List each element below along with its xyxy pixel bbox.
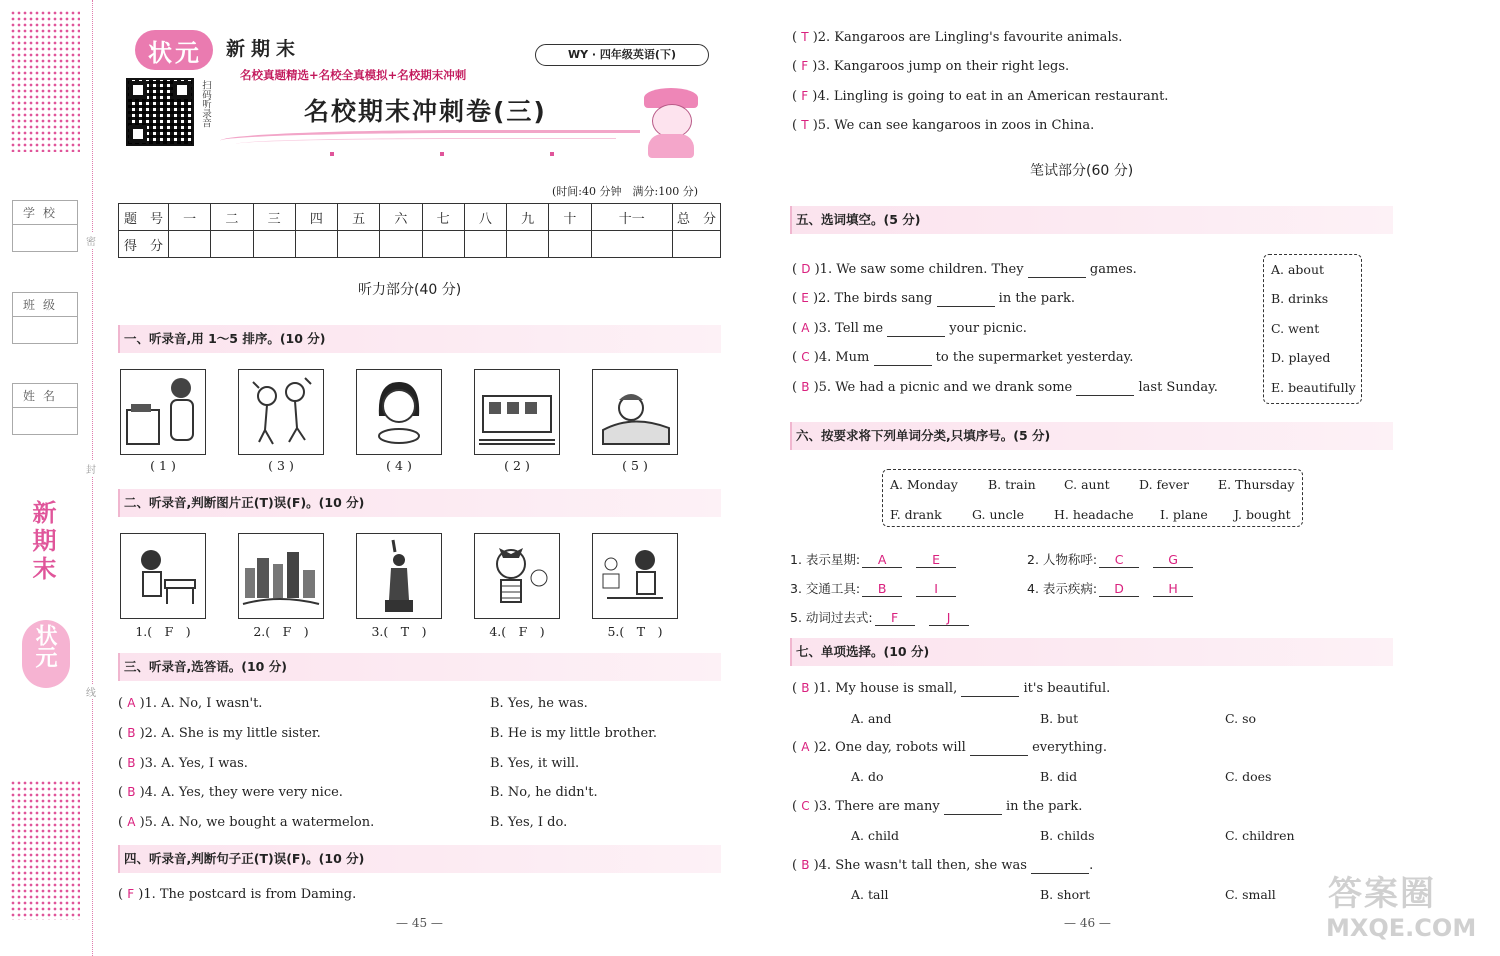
order-answer-4[interactable]: ( 2 ) [504,458,530,473]
side-brand-vertical: 新期末 [28,500,56,584]
score-col-5: 五 [338,204,380,231]
mc-option-b-4[interactable]: B. short [1040,887,1091,902]
mc-q-post-2: everything. [1032,740,1107,755]
qr-corner-1 [129,81,147,99]
mc-option-b-2[interactable]: B. did [1040,769,1078,784]
tf-sentence-1: ( F )1. The postcard is from Daming. [118,887,357,902]
tf-sentence-5: ( T )5. We can see kangaroos in zoos in China. [792,118,1095,133]
school-label: 学校 [13,201,77,225]
time-info: (时间:40 分钟 满分:100 分) [552,185,698,198]
section-4-title: 四、听录音,判断句子正(T)误(F)。(10 分) [118,845,721,873]
watermark-line1: 答案圈 [1328,874,1436,914]
order-answer-5[interactable]: ( 5 ) [622,458,648,473]
fill-answer-2[interactable]: E [801,291,809,305]
tf-sentence-answer-5[interactable]: T [801,118,809,132]
score-cell[interactable] [673,231,721,258]
response-option-a-2: )2. A. She is my little sister. [139,726,321,741]
mc-q-post-3: in the park. [1006,799,1083,814]
classify-answer-3b[interactable]: I [916,581,956,597]
picture-phone-call [120,369,206,455]
tf-sentence-text-4: )4. Lingling is going to eat in an American restaurant. [812,89,1169,104]
score-cell[interactable] [549,231,591,258]
fill-item-1: ( D )1. We saw some children. They games. [792,262,1137,277]
classify-label-4: 4. 表示疾病: [1027,581,1098,596]
classify-answer-5a[interactable]: F [875,610,915,626]
mc-q-post-4: . [1089,858,1094,873]
picture-children-jumping [238,369,324,455]
fill-post-3: your picnic. [949,321,1027,336]
fill-blank-1[interactable] [1028,262,1086,278]
response-item-4: ( B )4. A. Yes, they were very nice. [118,785,343,800]
section-2-title: 二、听录音,判断图片正(T)误(F)。(10 分) [118,489,721,517]
picture-train [474,369,560,455]
score-col-total: 总 分 [673,204,721,231]
response-option-b-1: B. Yes, he was. [490,696,588,711]
fill-item-3: ( A )3. Tell me your picnic. [792,321,1027,336]
fill-answer-3[interactable]: A [801,321,810,335]
classify-label-1: 1. 表示星期: [790,552,861,567]
mc-answer-1[interactable]: B [801,681,810,695]
score-col-10: 十 [549,204,591,231]
picture-boy-with-toys [592,533,678,619]
qr-corner-2 [173,81,191,99]
series-subtitle: 名校真题精选+名校全真模拟+名校期末冲刺 [240,68,467,82]
score-cell[interactable] [464,231,506,258]
fill-pre-4: )4. Mum [813,350,870,365]
paper-title: 名校期末冲刺卷(三) [304,97,547,126]
mc-option-c-3[interactable]: C. children [1225,828,1295,843]
word-c: C. aunt [1064,477,1110,492]
word-h: H. headache [1054,507,1134,522]
school-field[interactable] [12,200,78,252]
mc-question-1: ( B )1. My house is small, it's beautiful. [792,681,1111,696]
score-value-row [119,231,721,258]
classify-answer-3a[interactable]: B [862,581,902,597]
margin-dots-bottom [10,780,80,920]
seal-char-3: 线 [86,684,96,699]
fill-blank-3[interactable] [887,321,945,337]
swoosh-dot-1 [330,152,334,156]
fill-blank-4[interactable] [874,350,932,366]
mc-question-4: ( B )4. She wasn't tall then, she was . [792,858,1094,873]
fill-blank-2[interactable] [937,291,995,307]
score-cell[interactable] [253,231,295,258]
section-3-title: 三、听录音,选答语。(10 分) [118,653,721,681]
mc-question-2: ( A )2. One day, robots will everything. [792,740,1107,755]
tf-sentence-text-3: )3. Kangaroos jump on their right legs. [812,59,1070,74]
mc-q-post-1: it's beautiful. [1023,681,1111,696]
classify-label-5: 5. 动词过去式: [790,610,873,625]
score-col-3: 三 [253,204,295,231]
tf-sentence-answer-4[interactable]: F [801,89,809,103]
seal-char-2: 封 [86,461,96,476]
tf-sentence-text-2: )2. Kangaroos are Lingling's favourite animals. [812,30,1123,45]
fill-post-1: games. [1089,262,1137,277]
score-col-2: 二 [211,204,253,231]
tf-picture-1[interactable]: 1.( F ) [135,624,191,639]
score-col-9: 九 [507,204,549,231]
mc-option-c-1[interactable]: C. so [1225,711,1257,726]
word-j: J. bought [1234,507,1291,522]
logo-text: 状元 [148,39,202,67]
mc-blank-2[interactable] [970,740,1028,756]
mc-answer-4[interactable]: B [801,858,810,872]
classify-answer-1a[interactable]: A [862,552,902,568]
qr-corner-3 [129,125,147,143]
score-col-4: 四 [295,204,337,231]
mc-option-c-2[interactable]: C. does [1225,769,1272,784]
fill-answer-1[interactable]: D [801,262,811,276]
mc-q-pre-3: )3. There are many [813,799,940,814]
classify-group-5 [790,608,969,626]
mc-option-c-4[interactable]: C. small [1225,887,1276,902]
tf-sentence-answer-3[interactable]: F [801,59,809,73]
response-option-a-4: )4. A. Yes, they were very nice. [139,785,343,800]
classify-answer-4a[interactable]: D [1099,581,1139,597]
mc-blank-3[interactable] [944,799,1002,815]
word-e: E. Thursday [1218,477,1295,492]
class-field[interactable] [12,292,78,344]
swoosh-dot-2 [440,152,444,156]
watermark-line2: MXQE.COM [1326,914,1477,942]
score-cell[interactable] [211,231,253,258]
mc-option-b-3[interactable]: B. childs [1040,828,1095,843]
picture-girl-with-bow [474,533,560,619]
page-number-right: — 46 — [1064,916,1111,930]
response-item-2: ( B )2. A. She is my little sister. [118,726,321,741]
fill-pre-3: )3. Tell me [813,321,884,336]
classify-answer-2b[interactable]: G [1153,552,1193,568]
fill-item-5: ( B )5. We had a picnic and we drank some last Sunday. [792,380,1218,395]
word-d: D. fever [1139,477,1189,492]
listening-heading: 听力部分(40 分) [358,282,462,298]
picture-city-skyline [238,533,324,619]
picture-statue-of-liberty [356,533,442,619]
classify-answer-2a[interactable]: C [1099,552,1139,568]
word-bank-option-a: A. about [1271,262,1325,277]
response-answer-5[interactable]: A [127,815,136,829]
score-cell[interactable] [169,231,211,258]
score-cell[interactable] [507,231,549,258]
response-answer-4[interactable]: B [127,785,136,799]
fill-pre-1: )1. We saw some children. They [814,262,1024,277]
section-7-title: 七、单项选择。(10 分) [790,638,1393,666]
response-item-3: ( B )3. A. Yes, I was. [118,756,248,771]
response-option-b-5: B. Yes, I do. [490,815,568,830]
tf-sentence-answer-1[interactable]: F [127,887,135,901]
classify-group-2 [1027,550,1193,568]
mc-option-a-4[interactable]: A. tall [851,887,889,902]
classify-group-1 [790,550,956,568]
word-bank-option-c: C. went [1271,321,1320,336]
mc-blank-1[interactable] [961,681,1019,697]
word-a: A. Monday [890,477,958,492]
classify-label-3: 3. 交通工具: [790,581,861,596]
response-option-b-2: B. He is my little brother. [490,726,658,741]
margin-fold-line [92,0,93,956]
classify-group-4 [1027,579,1193,597]
response-option-a-1: )1. A. No, I wasn't. [139,696,263,711]
tf-sentence-answer-2[interactable]: T [801,30,809,44]
word-bank-option-d: D. played [1271,350,1331,365]
order-answer-2[interactable]: ( 3 ) [268,458,294,473]
grade-badge: WY · 四年级英语(下) [535,44,709,66]
tf-sentence-4: ( F )4. Lingling is going to eat in an American restaurant. [792,89,1169,104]
qr-note: 扫码听录音 [200,80,211,128]
word-i: I. plane [1160,507,1208,522]
response-option-a-3: )3. A. Yes, I was. [139,756,248,771]
tf-picture-4[interactable]: 4.( F ) [489,624,545,639]
score-col-1: 一 [169,204,211,231]
fill-pre-2: )2. The birds sang [812,291,933,306]
mc-answer-2[interactable]: A [801,740,810,754]
tf-sentence-3: ( F )3. Kangaroos jump on their right legs. [792,59,1070,74]
fill-answer-5[interactable]: B [801,380,810,394]
fill-answer-4[interactable]: C [801,350,810,364]
score-cell[interactable] [338,231,380,258]
classify-label-2: 2. 人物称呼: [1027,552,1098,567]
score-col-11: 十一 [591,204,673,231]
word-b: B. train [988,477,1036,492]
fill-blank-5[interactable] [1076,380,1134,396]
response-answer-3[interactable]: B [127,756,136,770]
classify-answer-5b[interactable]: J [929,610,969,626]
fill-item-2: ( E )2. The birds sang in the park. [792,291,1076,306]
word-g: G. uncle [972,507,1024,522]
tf-sentence-2: ( T )2. Kangaroos are Lingling's favourite animals. [792,30,1123,45]
mc-question-3: ( C )3. There are many in the park. [792,799,1083,814]
score-col-6: 六 [380,204,422,231]
response-item-1: ( A )1. A. No, I wasn't. [118,696,263,711]
tf-picture-2[interactable]: 2.( F ) [253,624,309,639]
swoosh-dot-3 [550,152,554,156]
order-answer-3[interactable]: ( 4 ) [386,458,412,473]
score-header-row [119,204,721,231]
score-cell[interactable] [380,231,422,258]
score-row2-label: 得 分 [119,231,169,258]
seal-char-1: 密 [86,233,96,248]
picture-boy-at-desk [120,533,206,619]
mascot-body [648,134,694,158]
tf-sentence-text-1: )1. The postcard is from Daming. [138,887,357,902]
mc-q-pre-1: )1. My house is small, [813,681,958,696]
side-logo-text: 状元 [32,624,57,668]
tf-picture-3[interactable]: 3.( T ) [371,624,427,639]
fill-post-5: last Sunday. [1138,380,1218,395]
response-option-b-3: B. Yes, it will. [490,756,580,771]
section-5-title: 五、选词填空。(5 分) [790,206,1393,234]
section-6-title: 六、按要求将下列单词分类,只填序号。(5 分) [790,422,1393,450]
mc-option-a-1[interactable]: A. and [851,711,892,726]
name-label: 姓名 [13,384,77,408]
mc-option-a-3[interactable]: A. child [851,828,900,843]
picture-sick-in-bed [592,369,678,455]
response-item-5: ( A )5. A. No, we bought a watermelon. [118,815,375,830]
mc-option-b-1[interactable]: B. but [1040,711,1079,726]
score-table [118,203,721,258]
score-cell[interactable] [295,231,337,258]
name-field[interactable] [12,383,78,435]
picture-girl-eating [356,369,442,455]
mascot-face [652,104,692,138]
mc-q-pre-4: )4. She wasn't tall then, she was [813,858,1027,873]
margin-dots-top [10,10,80,152]
tf-sentence-text-5: )5. We can see kangaroos in zoos in China. [812,118,1095,133]
fill-item-4: ( C )4. Mum to the supermarket yesterday. [792,350,1134,365]
mc-blank-4[interactable] [1031,858,1089,874]
brand-title: 新期末 [226,38,302,60]
mc-option-a-2[interactable]: A. do [851,769,884,784]
class-label: 班级 [13,293,77,317]
word-bank-option-e: E. beautifully [1271,380,1356,395]
score-cell[interactable] [422,231,464,258]
fill-post-2: in the park. [998,291,1076,306]
page-number-left: — 45 — [396,916,443,930]
score-cell[interactable] [591,231,673,258]
mc-q-pre-2: )2. One day, robots will [813,740,966,755]
fill-post-4: to the supermarket yesterday. [935,350,1134,365]
response-answer-1[interactable]: A [127,696,136,710]
score-col-7: 七 [422,204,464,231]
tf-picture-5[interactable]: 5.( T ) [607,624,663,639]
mc-answer-3[interactable]: C [801,799,810,813]
order-answer-1[interactable]: ( 1 ) [150,458,176,473]
score-col-8: 八 [464,204,506,231]
response-option-b-4: B. No, he didn't. [490,785,598,800]
score-row1-label: 题 号 [119,204,169,231]
word-f: F. drank [890,507,942,522]
classify-group-3 [790,579,956,597]
writing-heading: 笔试部分(60 分) [1030,163,1134,179]
section-1-title: 一、听录音,用 1～5 排序。(10 分) [118,325,721,353]
response-answer-2[interactable]: B [127,726,136,740]
word-bank-option-b: B. drinks [1271,291,1329,306]
title-swoosh-2 [236,138,616,148]
response-option-a-5: )5. A. No, we bought a watermelon. [139,815,375,830]
classify-answer-4b[interactable]: H [1153,581,1193,597]
classify-answer-1b[interactable]: E [916,552,956,568]
fill-pre-5: )5. We had a picnic and we drank some [813,380,1073,395]
